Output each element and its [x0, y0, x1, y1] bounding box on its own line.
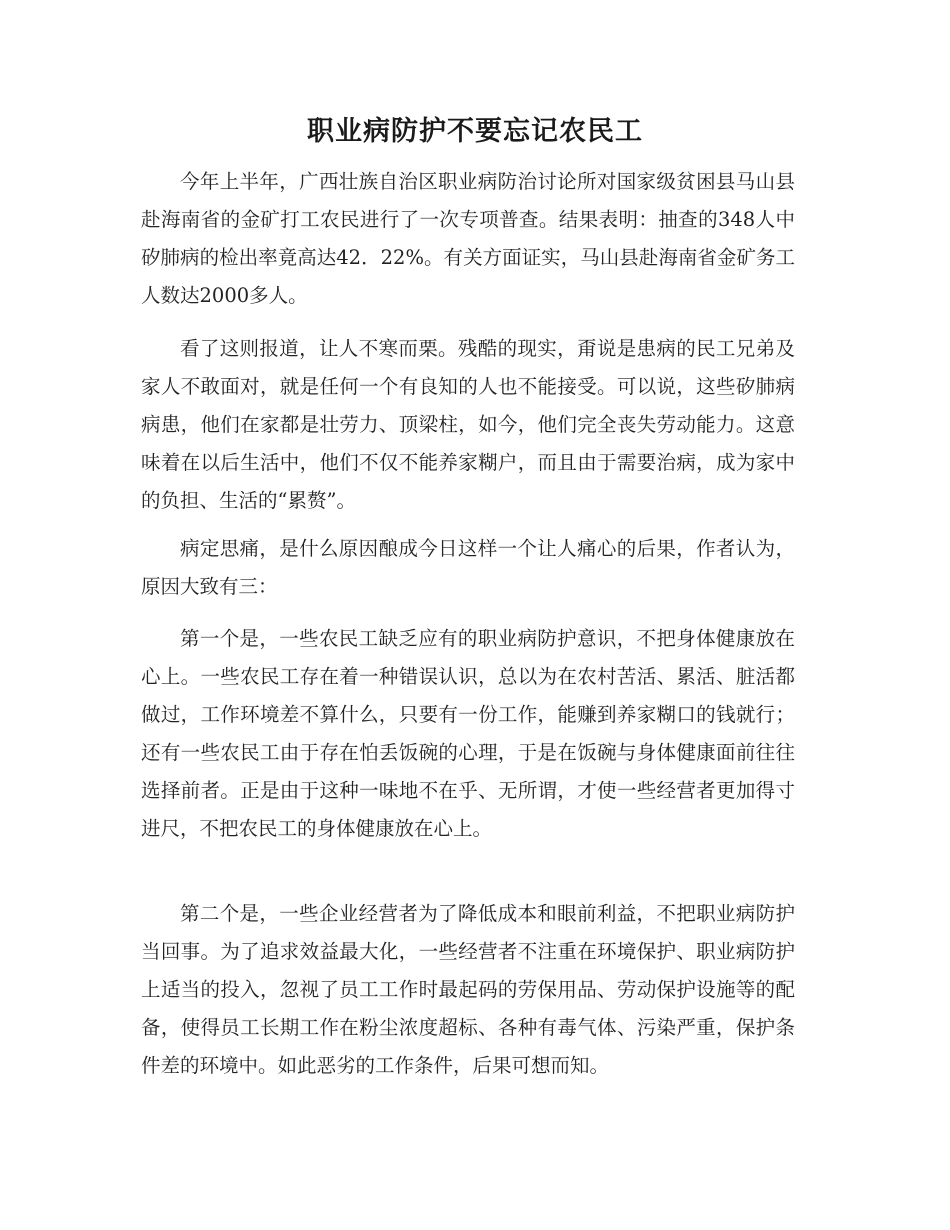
paragraph-cause-two: 第二个是，一些企业经营者为了降低成本和眼前利益，不把职业病防护当回事。为了追求效益最大化，一些经营者不注重在环境保护、职业病防护上适当的投入，忽视了员工工作时最起码的劳保用品、劳动保护设施等的配备，使得员工长期工作在粉尘浓度超标、各种有毒气体、污染严重，保护条件差的环境中。如此恶劣的工作条件，后果可想而知。 — [141, 902, 795, 1077]
paragraph-cause-one: 第一个是，一些农民工缺乏应有的职业病防护意识，不把身体健康放在心上。一些农民工存在着一种错误认识，总以为在农村苦活、累活、脏活都做过，工作环境差不算什么，只要有一份工作，能赚到养家糊口的钱就行；还有一些农民工由于存在怕丢饭碗的心理，于是在饭碗与身体健康面前往往选择前者。正是由于这种一味地不在乎、无所谓，才使一些经营者更加得寸进尺，不把农民工的身体健康放在心上。 — [141, 627, 795, 840]
paragraph-reaction: 看了这则报道，让人不寒而栗。残酷的现实，甭说是患病的民工兄弟及家人不敢面对，就是任何一个有良知的人也不能接受。可以说，这些矽肺病病患，他们在家都是壮劳力、顶梁柱，如今，他们完全丧失劳动能力。这意味着在以后生活中，他们不仅不能养家糊户，而且由于需要治病，成为家中的负担、生活的“累赘”。 — [141, 337, 795, 512]
paragraph-causes-intro: 病定思痛，是什么原因酿成今日这样一个让人痛心的后果，作者认为，原因大致有三： — [141, 537, 795, 598]
paragraph-survey-report: 今年上半年，广西壮族自治区职业病防治讨论所对国家级贫困县马山县赴海南省的金矿打工农民进行了一次专项普查。结果表明：抽查的348人中矽肺病的检出率竟高达42．22%。有关方面证实，马山县赴海南省金矿务工人数达2000多人。 — [141, 170, 795, 307]
page-title: 职业病防护不要忘记农民工 — [307, 116, 643, 147]
